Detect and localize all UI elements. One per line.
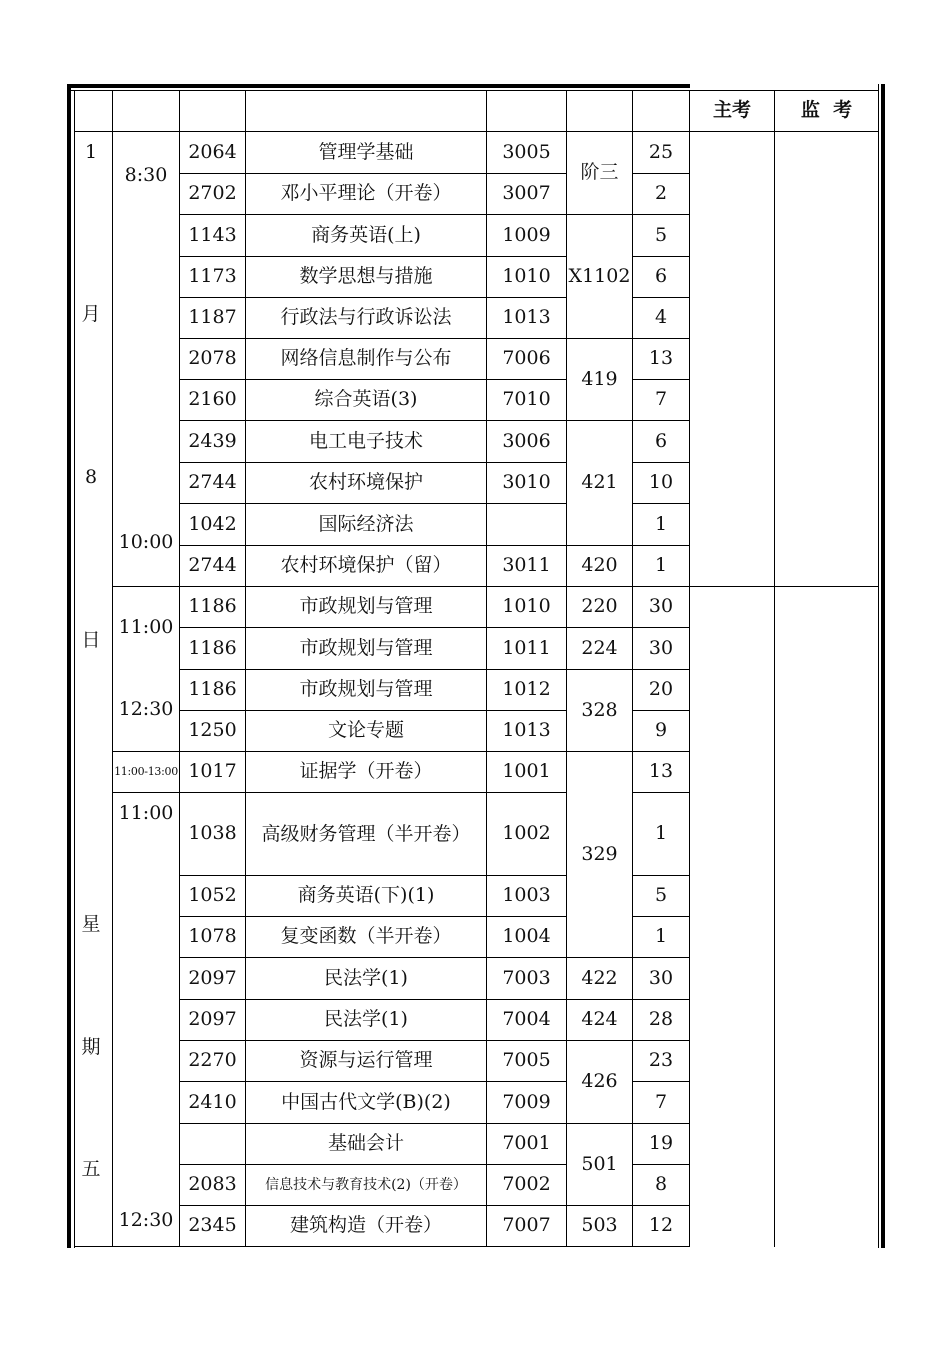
course-subject: 复变函数（半开卷） [280, 925, 452, 948]
exam-room: 503 [581, 1214, 618, 1237]
course-code: 1052 [188, 884, 237, 907]
exam-room: X1102 [568, 264, 631, 287]
exam-number: 3005 [502, 140, 551, 163]
course-code: 2410 [188, 1090, 237, 1113]
exam-number: 1013 [502, 719, 551, 742]
exam-number: 1010 [502, 265, 551, 288]
exam-time: 11:00 [118, 802, 174, 825]
candidate-count: 28 [648, 1008, 674, 1031]
candidate-count: 1 [654, 554, 668, 577]
exam-number: 7010 [502, 388, 551, 411]
row-line [112, 792, 180, 793]
exam-number: 1003 [502, 884, 551, 907]
exam-room: 501 [581, 1152, 618, 1175]
course-subject: 市政规划与管理 [299, 595, 433, 618]
exam-number: 7002 [502, 1173, 551, 1196]
course-code: 1186 [188, 678, 237, 701]
course-code: 1078 [188, 925, 237, 948]
exam-room: 220 [581, 595, 618, 618]
exam-room: 329 [581, 842, 618, 865]
exam-number: 7007 [502, 1214, 551, 1237]
course-code: 2064 [188, 140, 237, 163]
table-bottom-border [74, 1246, 690, 1247]
table-top-border-thick [67, 84, 690, 88]
date-char: 日 [81, 629, 101, 651]
candidate-count: 13 [648, 347, 674, 370]
exam-number: 7003 [502, 966, 551, 989]
candidate-count: 25 [648, 140, 674, 163]
course-code: 2270 [188, 1049, 237, 1072]
candidate-count: 13 [648, 760, 674, 783]
course-code: 1042 [188, 512, 237, 535]
candidate-count: 9 [654, 719, 668, 742]
exam-time: 12:30 [118, 698, 174, 721]
exam-number: 7004 [502, 1008, 551, 1031]
exam-number [487, 504, 566, 545]
course-subject: 农村环境保护（留） [280, 554, 452, 577]
candidate-count: 23 [648, 1049, 674, 1072]
course-subject: 建筑构造（开卷） [289, 1214, 442, 1237]
course-code: 2439 [188, 429, 237, 452]
course-subject: 市政规划与管理 [299, 636, 433, 659]
candidate-count: 5 [654, 223, 668, 246]
exam-room: 421 [581, 471, 618, 494]
course-subject: 市政规划与管理 [299, 678, 433, 701]
course-code: 2744 [188, 471, 237, 494]
exam-time: 10:00 [118, 531, 174, 554]
exam-room: 328 [581, 698, 618, 721]
course-subject: 民法学(1) [324, 966, 408, 989]
date-char: 星 [81, 913, 101, 935]
course-subject: 农村环境保护 [308, 471, 423, 494]
exam-number: 7006 [502, 347, 551, 370]
table-left-border-thin [74, 90, 75, 1248]
course-code: 2744 [188, 554, 237, 577]
course-code: 1173 [188, 265, 237, 288]
course-subject: 行政法与行政诉讼法 [280, 306, 452, 329]
exam-number: 1010 [502, 595, 551, 618]
table-right-border-thick [881, 84, 885, 1248]
exam-time: 11:00-13:00 [114, 764, 178, 778]
exam-number: 7009 [502, 1090, 551, 1113]
exam-room: 224 [581, 636, 618, 659]
exam-number: 3010 [502, 471, 551, 494]
candidate-count: 7 [654, 1090, 668, 1113]
date-char: 月 [81, 303, 101, 325]
candidate-count: 30 [648, 595, 674, 618]
exam-number: 7001 [502, 1132, 551, 1155]
course-subject: 商务英语(上) [311, 223, 421, 246]
course-code: 2702 [188, 182, 237, 205]
candidate-count: 10 [648, 471, 674, 494]
course-subject: 民法学(1) [324, 1008, 408, 1031]
exam-number: 3011 [502, 554, 551, 577]
candidate-count: 20 [648, 678, 674, 701]
candidate-count: 30 [648, 636, 674, 659]
course-code: 2160 [188, 388, 237, 411]
candidate-count: 2 [654, 182, 668, 205]
course-subject: 文论专题 [327, 719, 404, 742]
exam-room: 422 [581, 966, 618, 989]
course-subject: 证据学（开卷） [299, 760, 433, 783]
course-subject: 邓小平理论（开卷） [280, 182, 452, 205]
course-subject: 高级财务管理（半开卷） [261, 823, 471, 845]
candidate-count: 5 [654, 884, 668, 907]
candidate-count: 6 [654, 429, 668, 452]
exam-number: 1002 [502, 822, 551, 845]
exam-room: 419 [581, 367, 618, 390]
header-chief-examiner: 主考 [712, 99, 751, 122]
candidate-count: 1 [654, 822, 668, 845]
course-code: 1038 [188, 822, 237, 845]
col-line [112, 90, 113, 1247]
candidate-count: 8 [654, 1173, 668, 1196]
exam-number: 1004 [502, 925, 551, 948]
course-code: 2345 [188, 1214, 237, 1237]
col-line [774, 90, 775, 1247]
candidate-count: 6 [654, 265, 668, 288]
candidate-count: 12 [648, 1214, 674, 1237]
course-code: 2097 [188, 1008, 237, 1031]
course-code: 1017 [188, 760, 237, 783]
date-char: 8 [84, 466, 98, 488]
course-subject: 资源与运行管理 [299, 1049, 433, 1072]
exam-room: 424 [581, 1008, 618, 1031]
exam-number: 1012 [502, 678, 551, 701]
course-subject: 电工电子技术 [308, 429, 423, 452]
course-subject: 信息技术与教育技术(2)（开卷） [265, 1176, 467, 1193]
course-code: 1250 [188, 719, 237, 742]
course-code: 2083 [188, 1173, 237, 1196]
course-subject: 基础会计 [327, 1132, 404, 1155]
exam-number: 1009 [502, 223, 551, 246]
course-subject: 综合英语(3) [314, 388, 418, 411]
course-code: 1186 [188, 595, 237, 618]
table-right-border-thin [878, 84, 879, 1248]
course-code [180, 1124, 245, 1164]
header-invigilator: 监 考 [800, 99, 853, 122]
table-left-border-thick [67, 84, 71, 1248]
course-code: 1143 [188, 223, 237, 246]
course-code: 2078 [188, 347, 237, 370]
table-top-border-thin [67, 90, 690, 91]
course-subject: 中国古代文学(B)(2) [281, 1090, 451, 1113]
course-subject: 商务英语(下)(1) [297, 884, 435, 907]
course-code: 2097 [188, 966, 237, 989]
course-subject: 网络信息制作与公布 [280, 347, 452, 370]
exam-room: 426 [581, 1070, 618, 1093]
course-code: 1186 [188, 636, 237, 659]
exam-number: 1011 [502, 636, 551, 659]
date-char: 期 [81, 1036, 101, 1058]
exam-room: 420 [581, 554, 618, 577]
exam-number: 3006 [502, 429, 551, 452]
date-char: 1 [84, 141, 98, 163]
course-subject: 数学思想与措施 [299, 265, 433, 288]
exam-number: 1001 [502, 760, 551, 783]
exam-time: 11:00 [118, 616, 174, 639]
date-char: 五 [81, 1158, 101, 1180]
exam-time: 12:30 [118, 1209, 174, 1232]
candidate-count: 30 [648, 966, 674, 989]
candidate-count: 1 [654, 925, 668, 948]
exam-room: 阶三 [580, 161, 619, 184]
exam-number: 7005 [502, 1049, 551, 1072]
exam-number: 3007 [502, 182, 551, 205]
candidate-count: 4 [654, 306, 668, 329]
course-code: 1187 [188, 306, 237, 329]
candidate-count: 1 [654, 512, 668, 535]
candidate-count: 7 [654, 388, 668, 411]
course-subject: 管理学基础 [318, 140, 414, 163]
candidate-count: 19 [648, 1132, 674, 1155]
course-subject: 国际经济法 [318, 512, 414, 535]
exam-number: 1013 [502, 306, 551, 329]
exam-time: 8:30 [124, 164, 168, 187]
